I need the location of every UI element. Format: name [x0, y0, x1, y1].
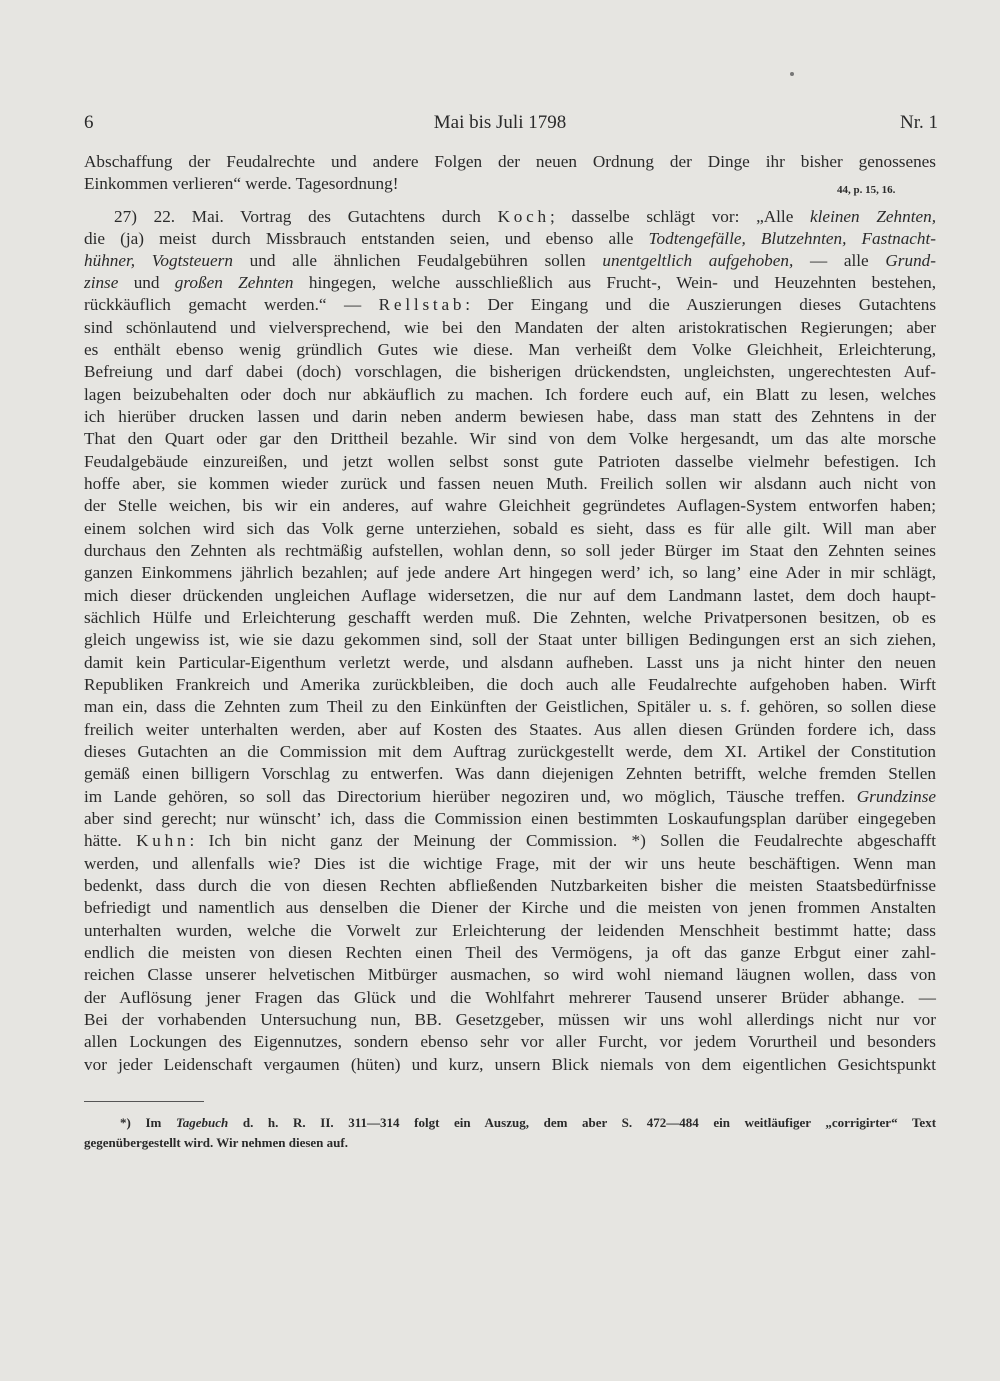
text-line: unterhalten wurden, welche die Vorwelt zur Erleichterung der leidenden Menschheit bestimmt hatte; dass — [84, 921, 936, 940]
text-run: rückkäuflich gemacht werden.“ — — [84, 295, 362, 314]
text-line: Abschaffung der Feudalrechte und andere Folgen der neuen Ordnung der Dinge ihr bisher genossenes — [84, 152, 936, 171]
footnote-line — [84, 1113, 936, 1133]
text-line: befriedigt und namentlich aus denselben die Diener der Kirche und die meisten von jenen frommen Anstalten — [84, 898, 936, 917]
text-line — [84, 250, 936, 272]
text-line: der Auflösung jener Fragen das Glück und die Wohlfahrt mehrerer Tausend unserer Brüder abhange. — — [84, 988, 936, 1007]
text-line — [84, 830, 936, 852]
text-line — [84, 272, 936, 294]
text-run: : Ich bin nicht ganz der Meinung der Commission. *) Sollen die Feudalrechte abgeschafft — [189, 831, 936, 850]
text-line: vor jeder Leidenschaft vergaumen (hüten) und kurz, unsern Blick niemals von dem eigentlichen Gesichtspunkt — [84, 1055, 936, 1074]
section-number: Nr. 1 — [900, 112, 938, 133]
margin-reference: 44, p. 15, 16. — [837, 184, 896, 196]
emphasis: Tagebuch — [175, 1115, 229, 1130]
footnote-rule — [84, 1101, 204, 1102]
emphasis: kleinen Zehnten, — [810, 207, 937, 226]
text-line: Befreiung und darf dabei (doch) vorschlagen, die bisherigen drückendsten, ungleichsten, ungerechtesten Auf- — [84, 362, 936, 381]
text-run: im Lande gehören, so soll das Directorium hierüber negoziren und, wo möglich, Täusche treffen. — [84, 787, 846, 806]
text-run: 27) 22. Mai. Vortrag des Gutachtens durch — [114, 207, 481, 226]
text-line: reichen Classe unserer helvetischen Mitbürger ausmachen, so wird wohl niemand läugnen wollen, dass von — [84, 965, 936, 984]
text-line: Republiken Frankreich und Amerika zurückbleiben, die doch auch alle Feudalrechte aufgehoben haben. Wirft — [84, 675, 936, 694]
text-line: werden, und allenfalls wie? Dies ist die wichtige Frage, mit der wir uns heute beschäftigen. Wenn man — [84, 854, 936, 873]
text-line: damit kein Particular-Eigenthum verletzt werde, und alsdann aufheben. Lasst uns ja nicht hinter den neuen — [84, 653, 936, 672]
emphasis: zinse — [84, 273, 119, 292]
text-line: aber sind gerecht; nur wünscht’ ich, dass die Commission einen bestimmten Loskaufungsplan darüber eingegeben — [84, 809, 936, 828]
text-line: ganzen Einkommens jährlich bezahlen; auf jede andere Art hingegen werd’ ich, so lang’ eine Ader in mir schlägt, — [84, 563, 936, 582]
text-line: Einkommen verlieren“ werde. Tagesordnung! — [84, 174, 399, 193]
text-line: es enthält ebenso wenig gründlich Gutes wie diese. Man verheißt dem Volke Gleichheit, Erleichterung, — [84, 340, 936, 359]
page-number: 6 — [84, 112, 94, 133]
text-line: durchaus den Zehnten als rechtmäßig aufstellen, wohlan denn, so soll jeder Bürger im Staat den Zehnten seines — [84, 541, 936, 560]
text-line — [84, 228, 936, 250]
text-line: That den Quart oder gar den Drittheil bezahle. Wir sind von dem Volke hergesandt, um das alte morsche — [84, 429, 936, 448]
text-run: — alle — [809, 251, 869, 270]
text-line: sind schönlautend und vielversprechend, wie bei den Mandaten der alten aristokratischen Regierungen; aber — [84, 318, 936, 337]
text-line — [84, 294, 936, 316]
text-line: freilich weiter unterhalten werden, aber auf Kosten des Staates. Aus allen diesen Gründen fordere ich, dass — [84, 720, 936, 739]
emphasis: Todtengefälle, Blutzehnten, Fastnacht- — [648, 229, 937, 248]
text-line: ich hierüber drucken lassen und darin neben anderm bewiesen habe, dass man statt des Zehntens in der — [84, 407, 936, 426]
speaker-name: Koch — [497, 207, 550, 226]
text-run: und — [133, 273, 160, 292]
text-line: hoffe aber, sie kommen wieder zurück und fassen neuen Muth. Freilich sollen wir alsdann auch nicht von — [84, 474, 936, 493]
emphasis: Grundzinse — [856, 787, 937, 806]
text-line: dieses Gutachten an die Commission mit dem Auftrag zurückgestellt werde, dem XI. Artikel der Constitution — [84, 742, 936, 761]
emphasis: hühner, Vogtsteuern — [84, 251, 233, 270]
text-line: man ein, dass die Zehnten zum Theil zu den Einkünften der Geistlichen, Spitäler u. s. f. gehören, so sollen diese — [84, 697, 936, 716]
text-line: einem solchen wird sich das Volk gerne unterziehen, sobald es sieht, dass es für alle gilt. Will man aber — [84, 519, 936, 538]
running-title: Mai bis Juli 1798 — [433, 112, 567, 133]
text-run: und alle ähnlichen Feudalgebühren sollen — [249, 251, 586, 270]
text-line: lagen beizubehalten oder doch nur abkäuflich zu machen. Ich fordere euch auf, ein Blatt zu lesen, welches — [84, 385, 936, 404]
text-run: ; dasselbe schlägt vor: „Alle — [549, 207, 794, 226]
text-line: Feudalgebäude einzureißen, und jetzt wollen selbst sonst gute Patrioten dasselbe vielmehr befestigen. Ich — [84, 452, 936, 471]
text-line: der Stelle weichen, bis wir ein anderes, auf wahre Gleichheit gegründetes Auflagen-System entworfen haben; — [84, 496, 936, 515]
text-line: allen Lockungen des Eigennutzes, sondern ebenso sehr vor aller Furcht, vor jedem Vorurtheil und besonders — [84, 1032, 936, 1051]
text-run: hingegen, welche ausschließlich aus Frucht-, Wein- und Heuzehnten bestehen, — [308, 273, 937, 292]
text-run: *) Im — [120, 1115, 162, 1130]
speaker-name: Rellstab — [378, 295, 466, 314]
text-run: d. h. R. II. 311—314 folgt ein Auszug, dem aber S. 472—484 ein weitläufiger „corrigirter“ Text — [242, 1115, 937, 1130]
text-line: mich dieser drückenden ungleichen Auflage widersetzen, die nur auf dem Landmann lastet, dem doch haupt- — [84, 586, 936, 605]
text-line — [84, 206, 936, 228]
text-line: endlich die meisten von diesen Rechten einen Theil des Vermögens, ja oft das ganze Erbgut einer zahl- — [84, 943, 936, 962]
text-line: bedenkt, dass durch die von diesen Rechten abfließenden Nutzbarkeiten bisher die meisten Staatsbedürfnisse — [84, 876, 936, 895]
emphasis: unentgeltlich aufgehoben, — [602, 251, 794, 270]
text-line: gemäß einen billigern Vorschlag zu entwerfen. Was dann diejenigen Zehnten betrifft, welche fremden Stellen — [84, 764, 936, 783]
footnote-line: gegenübergestellt wird. Wir nehmen diesen auf. — [84, 1135, 348, 1150]
text-run: die (ja) meist durch Missbrauch entstanden seien, und ebenso alle — [84, 229, 634, 248]
text-run: : Der Eingang und die Auszierungen dieses Gutachtens — [465, 295, 937, 314]
emphasis: Grund- — [885, 251, 936, 270]
text-line: Bei der vorhabenden Untersuchung nun, BB. Gesetzgeber, müssen wir uns wohl allerdings nicht nur vor — [84, 1010, 936, 1029]
ink-speck — [790, 72, 794, 76]
emphasis: großen Zehnten — [174, 273, 294, 292]
text-line: gleich ungewiss ist, wie sie dazu gekommen sind, soll der Staat unter billigen Bedingungen erst an sich ziehen, — [84, 630, 936, 649]
speaker-name: Kuhn — [136, 831, 190, 850]
text-line: sächlich Hülfe und Erleichterung geschafft werden muß. Die Zehnten, welche Privatpersonen besitzen, ob es — [84, 608, 936, 627]
text-run: hätte. — [84, 831, 122, 850]
text-line — [84, 786, 936, 808]
